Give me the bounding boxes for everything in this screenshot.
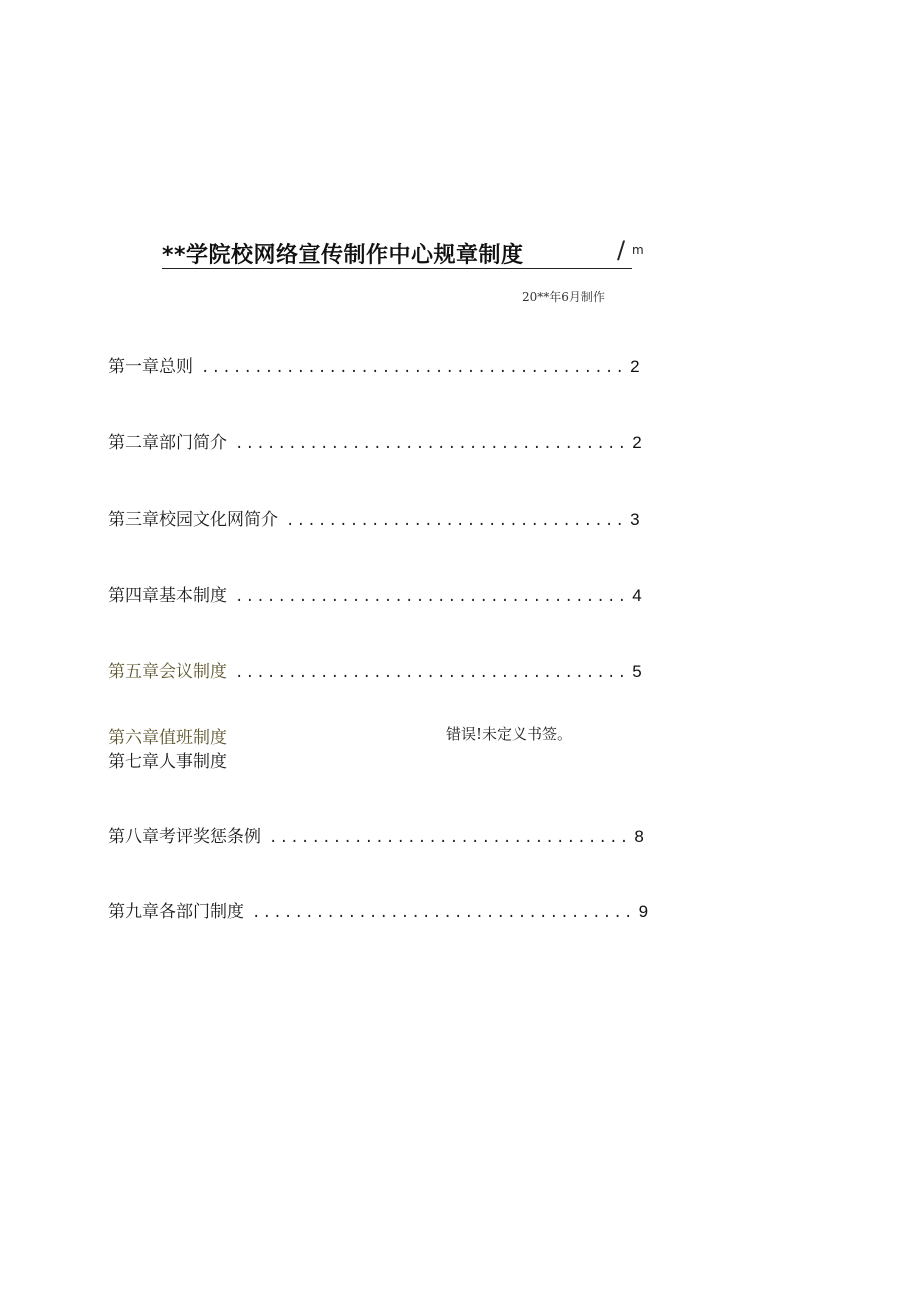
toc-label: 第三章校园文化网简介 (108, 510, 278, 530)
toc-entry-chapter-2[interactable] (108, 428, 642, 453)
document-date: 20**年6月制作 (522, 290, 605, 304)
toc-leader-dots: ..................................... (235, 436, 629, 452)
toc-page-number: 5 (632, 662, 642, 681)
toc-leader-dots: .................................. (269, 830, 631, 846)
toc-label: 第九章各部门制度 (108, 902, 244, 922)
toc-leader-dots: ..................................... (235, 589, 629, 605)
toc-page-number: 3 (630, 510, 640, 529)
toc-page-number: 8 (634, 827, 644, 846)
document-title-underline (162, 238, 632, 269)
toc-page-number: 9 (638, 902, 649, 921)
title-slash-mark: / (617, 236, 626, 264)
toc-label: 第四章基本制度 (108, 586, 227, 606)
toc-leader-dots: ................................ (286, 513, 627, 529)
document-title: **学院校网络宣传制作中心规章制度 (162, 243, 524, 268)
toc-entry-chapter-6[interactable]: 第六章值班制度 (108, 728, 227, 748)
toc-label: 第二章部门简介 (108, 433, 227, 453)
toc-leader-dots: ........................................ (201, 360, 627, 376)
toc-entry-chapter-9[interactable] (108, 897, 649, 922)
toc-leader-dots: ..................................... (235, 665, 629, 681)
toc-entry-chapter-1[interactable] (108, 352, 640, 377)
toc-label: 第八章考评奖惩条例 (108, 827, 261, 847)
toc-page-number: 2 (630, 357, 640, 376)
toc-page-number: 2 (632, 433, 642, 452)
toc-entry-chapter-8[interactable] (108, 822, 644, 847)
toc-entry-chapter-4[interactable] (108, 581, 642, 606)
toc-entry-chapter-5[interactable] (108, 657, 642, 682)
toc-entry-chapter-3[interactable] (108, 505, 640, 530)
toc-leader-dots: .................................... (252, 905, 635, 921)
toc-label: 第五章会议制度 (108, 662, 227, 682)
toc-label: 第一章总则 (108, 357, 193, 377)
bookmark-error-note: 错误!未定义书签。 (446, 725, 573, 743)
toc-entry-chapter-7[interactable]: 第七章人事制度 (108, 752, 227, 772)
title-corner-mark: m (632, 243, 644, 257)
toc-page-number: 4 (632, 586, 642, 605)
